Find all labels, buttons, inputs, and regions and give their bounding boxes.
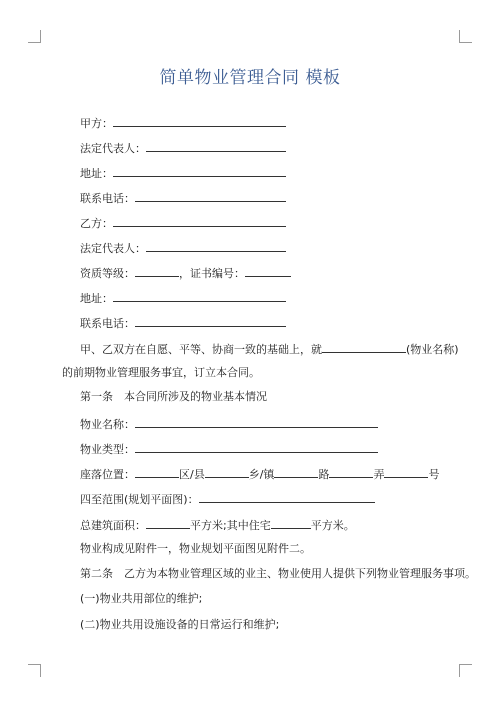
crop-mark-top-left (28, 30, 41, 43)
intro-line-1 (80, 341, 459, 357)
property-type-label: 物业类型： (80, 443, 135, 456)
article-2-heading: 第二条 乙方为本物业管理区域的业主、物业使用人提供下列物业管理服务事项。 (80, 567, 476, 580)
address-b-blank[interactable] (113, 290, 286, 302)
document-title: 简单物业管理合同 模板 (159, 68, 341, 88)
crop-mark-bottom-left (28, 664, 41, 677)
sqm-label-1: 平方米;其中住宅 (190, 519, 271, 532)
intro-text-1: 甲、乙双方在自愿、平等、协商一致的基础上，就 (80, 343, 322, 356)
lane-blank[interactable] (329, 466, 373, 478)
property-name-line (80, 416, 378, 432)
phone-a-blank[interactable] (135, 190, 286, 202)
qualification-label: 资质等级： (80, 267, 135, 280)
address-a-label: 地址： (80, 167, 113, 180)
certificate-blank[interactable] (245, 265, 291, 277)
number-label: 号 (428, 468, 440, 481)
intro-line-2: 的前期物业管理服务事宜，订立本合同。 (62, 366, 260, 379)
phone-a-label: 联系电话： (80, 192, 135, 205)
crop-mark-bottom-right (459, 664, 472, 677)
party-b-blank[interactable] (113, 215, 286, 227)
legal-rep-b-line (80, 240, 286, 256)
composition-line: 物业构成见附件一，物业规划平面图见附件二。 (80, 542, 311, 555)
lane-label: 弄 (373, 468, 385, 481)
service-item-1: (一)物业共用部位的维护; (80, 592, 203, 605)
location-line (80, 466, 439, 482)
address-b-label: 地址： (80, 292, 113, 305)
phone-b-label: 联系电话： (80, 317, 135, 330)
party-b-line (80, 215, 286, 231)
boundaries-field[interactable] (199, 491, 375, 503)
road-blank[interactable] (274, 466, 318, 478)
legal-rep-a-blank[interactable] (146, 140, 286, 152)
district-blank[interactable] (135, 466, 179, 478)
address-b-line (80, 290, 286, 306)
party-a-label: 甲方： (80, 117, 113, 130)
property-type-line (80, 441, 378, 457)
address-a-blank[interactable] (113, 165, 286, 177)
party-b-label: 乙方： (80, 217, 113, 230)
phone-b-blank[interactable] (135, 315, 286, 327)
party-a-line (80, 115, 286, 131)
boundaries-line (80, 491, 375, 507)
sqm-label-2: 平方米。 (310, 519, 355, 532)
district-label: 区/县 (179, 468, 205, 481)
area-label: 总建筑面积： (80, 519, 146, 532)
property-name-field[interactable] (135, 416, 378, 428)
phone-a-line (80, 190, 286, 206)
legal-rep-a-line (80, 140, 286, 156)
road-label: 路 (318, 468, 330, 481)
qualification-blank[interactable] (135, 265, 179, 277)
legal-rep-a-label: 法定代表人： (80, 142, 146, 155)
party-a-blank[interactable] (113, 115, 286, 127)
qualification-line (80, 265, 291, 281)
article-1-heading: 第一条 本合同所涉及的物业基本情况 (80, 390, 267, 403)
phone-b-line (80, 315, 286, 331)
property-name-blank[interactable] (322, 341, 406, 353)
legal-rep-b-blank[interactable] (146, 240, 286, 252)
crop-mark-top-right (459, 30, 472, 43)
certificate-label: ，证书编号： (179, 267, 245, 280)
area-line (80, 517, 355, 533)
service-item-2: (二)物业共用设施设备的日常运行和维护; (80, 618, 280, 631)
location-label: 座落位置： (80, 468, 135, 481)
township-blank[interactable] (205, 466, 249, 478)
property-name-label: 物业名称： (80, 418, 135, 431)
boundaries-label: 四至范围(规划平面图)： (80, 493, 199, 506)
number-blank[interactable] (384, 466, 428, 478)
address-a-line (80, 165, 286, 181)
residential-area-blank[interactable] (271, 517, 311, 529)
intro-text-2: (物业名称) (406, 343, 459, 356)
legal-rep-b-label: 法定代表人： (80, 242, 146, 255)
property-type-field[interactable] (135, 441, 378, 453)
total-area-blank[interactable] (146, 517, 190, 529)
township-label: 乡/镇 (248, 468, 275, 481)
